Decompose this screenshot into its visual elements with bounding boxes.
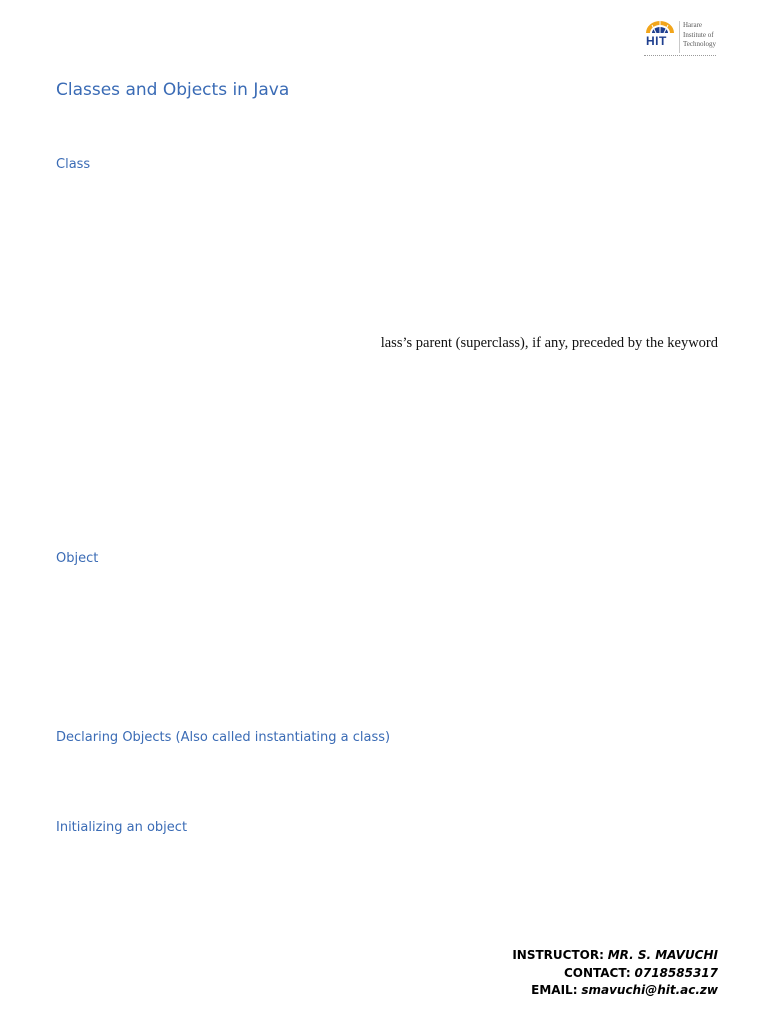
heading-initializing-object: Initializing an object	[56, 820, 188, 835]
hit-logo	[642, 17, 718, 59]
logo-divider	[679, 21, 680, 53]
logo-abbreviation: HIT	[646, 34, 667, 48]
logo-name-line: Institute of	[683, 30, 714, 39]
logo-institute-name	[683, 21, 719, 50]
contact-line	[512, 965, 718, 983]
logo-tagline	[644, 55, 716, 58]
document-title: Classes and Objects in Java	[56, 80, 290, 100]
contact-label: CONTACT:	[563, 965, 631, 980]
email-address: smavuchi@hit.ac.zw	[581, 983, 718, 997]
instructor-line	[512, 947, 718, 965]
heading-class: Class	[56, 157, 91, 172]
heading-declaring-objects: Declaring Objects (Also called instantiating a class)	[56, 730, 391, 745]
heading-object: Object	[56, 551, 99, 566]
instructor-contact-block	[512, 947, 718, 1000]
instructor-name: MR. S. MAVUCHI	[607, 948, 718, 962]
logo-name-line: Technology	[683, 40, 716, 48]
contact-number: 0718585317	[634, 965, 718, 980]
email-line	[512, 982, 718, 1000]
instructor-label: INSTRUCTOR:	[512, 948, 604, 962]
logo-name-line: Harare	[683, 21, 703, 29]
class-body-text: lass’s parent (superclass), if any, preceded by the keyword	[380, 335, 718, 351]
email-label: EMAIL:	[531, 983, 578, 997]
